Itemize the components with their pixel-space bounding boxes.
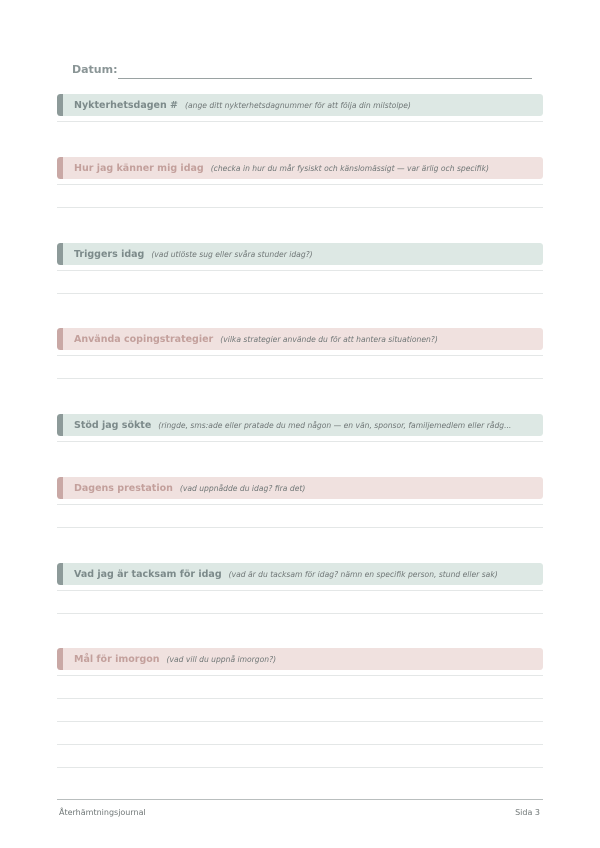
section-title: Mål för imorgon	[74, 653, 160, 665]
section-gratitude	[57, 563, 543, 614]
section-title: Stöd jag sökte	[74, 419, 152, 431]
writing-line[interactable]	[57, 185, 543, 208]
page-footer	[57, 799, 543, 817]
section-title: Vad jag är tacksam för idag	[74, 568, 222, 580]
section-title: Nykterhetsdagen #	[74, 99, 179, 111]
writing-line[interactable]	[57, 356, 543, 379]
section-hint: (vilka strategier använde du för att hantera situationen?)	[220, 334, 438, 344]
section-hint: (vad är du tacksam för idag? nämn en specifik person, stund eller sak)	[228, 569, 498, 579]
date-label: Datum:	[72, 63, 118, 76]
section-title: Använda copingstrategier	[74, 333, 214, 345]
section-hint: (vad vill du uppnå imorgon?)	[166, 654, 277, 664]
section-header	[57, 94, 543, 116]
writing-line[interactable]	[57, 722, 543, 745]
section-triggers	[57, 243, 543, 294]
accent-bar	[57, 414, 63, 436]
accent-bar	[57, 243, 63, 265]
accent-bar	[57, 563, 63, 585]
footer-journal-title: Återhämtningsjournal	[59, 808, 146, 817]
writing-line[interactable]	[57, 745, 543, 768]
accent-bar	[57, 328, 63, 350]
footer-page-number: Sida 3	[515, 808, 540, 817]
section-hint: (checka in hur du mår fysiskt och känslomässigt — var ärlig och specifik)	[210, 163, 489, 173]
writing-line[interactable]	[57, 436, 543, 442]
writing-line[interactable]	[57, 676, 543, 699]
writing-line[interactable]	[57, 505, 543, 528]
writing-line[interactable]	[57, 699, 543, 722]
writing-line[interactable]	[57, 271, 543, 294]
section-title: Triggers idag	[74, 248, 145, 260]
section-feelings	[57, 157, 543, 208]
section-title: Dagens prestation	[74, 482, 173, 494]
section-title: Hur jag känner mig idag	[74, 162, 204, 174]
accent-bar	[57, 477, 63, 499]
section-header	[57, 648, 543, 670]
section-header	[57, 157, 543, 179]
writing-line[interactable]	[57, 116, 543, 122]
date-row	[72, 63, 532, 79]
date-input-line[interactable]	[118, 78, 532, 79]
section-hint: (vad utlöste sug eller svåra stunder idag?)	[151, 249, 313, 259]
section-hint: (ange ditt nykterhetsdagnummer för att följa din milstolpe)	[185, 100, 411, 110]
accent-bar	[57, 94, 63, 116]
section-header	[57, 477, 543, 499]
section-coping-strategies	[57, 328, 543, 379]
section-achievement	[57, 477, 543, 528]
accent-bar	[57, 157, 63, 179]
section-sobriety-day	[57, 94, 543, 122]
section-hint: (vad uppnådde du idag? fira det)	[179, 483, 306, 493]
section-header	[57, 328, 543, 350]
section-header	[57, 563, 543, 585]
section-header	[57, 243, 543, 265]
writing-line[interactable]	[57, 591, 543, 614]
accent-bar	[57, 648, 63, 670]
section-goals-tomorrow	[57, 648, 543, 768]
section-support	[57, 414, 543, 442]
section-hint: (ringde, sms:ade eller pratade du med någon — en vän, sponsor, familjemedlem eller rådg...	[158, 420, 512, 430]
section-header	[57, 414, 543, 436]
